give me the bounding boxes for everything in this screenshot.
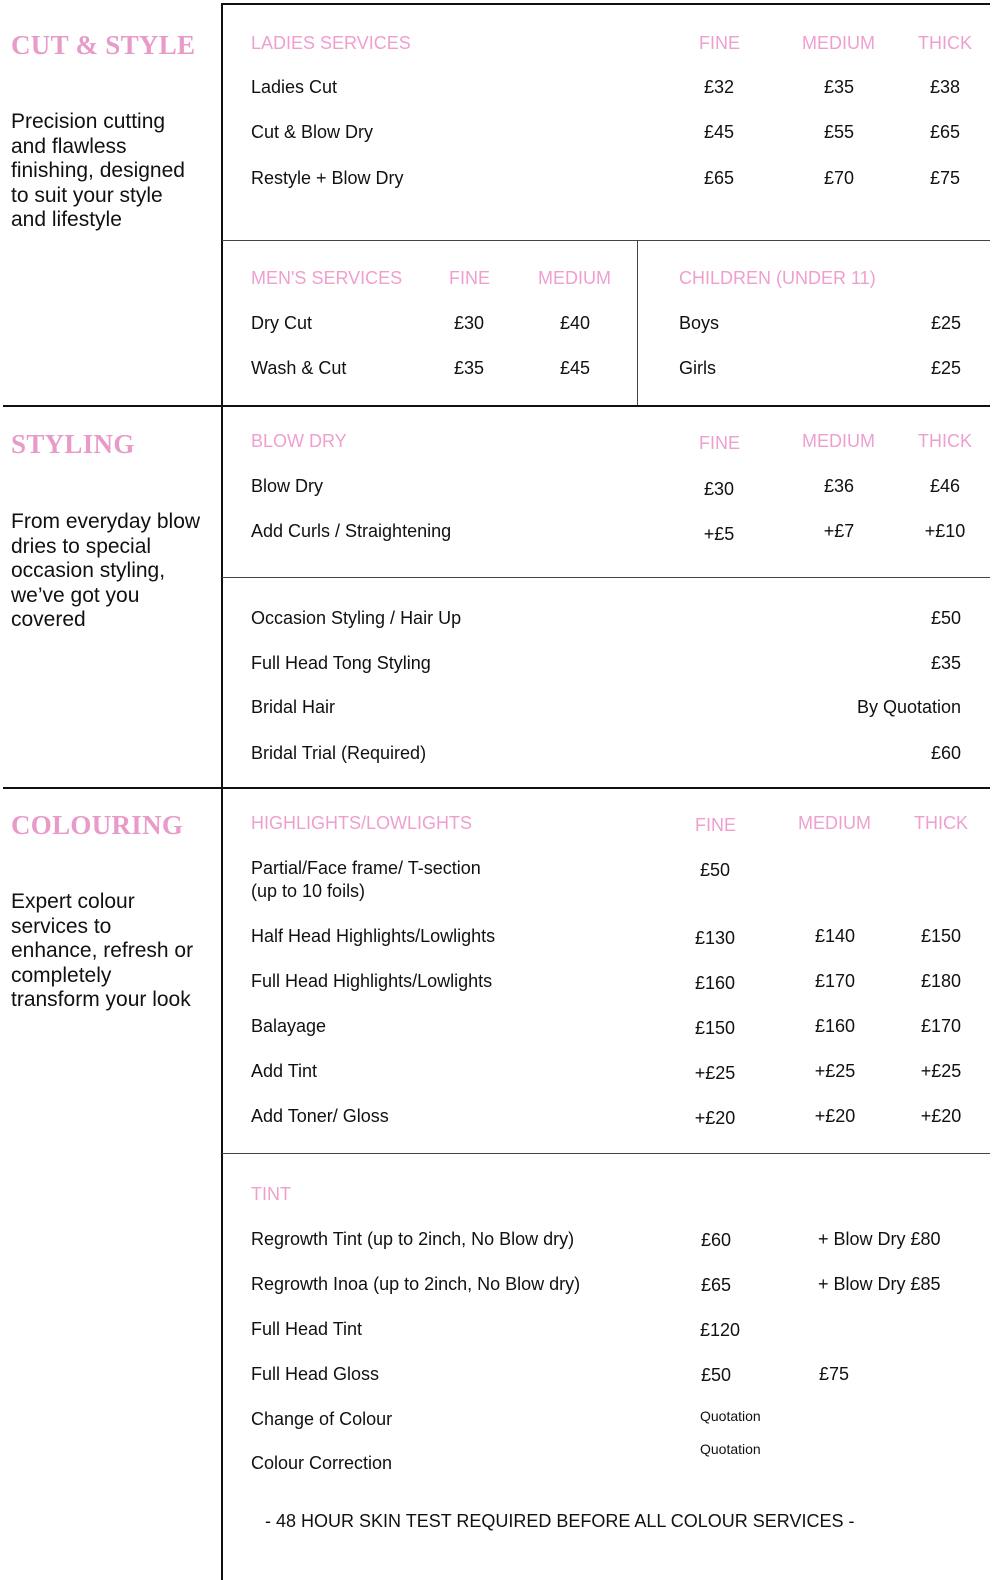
tint-item-name: Full Head Gloss: [251, 1364, 380, 1384]
styling-colouring-divider: [3, 787, 990, 789]
highlights-item-name: Balayage: [251, 1016, 327, 1036]
section-description-cut-style: Precision cutting and flawless finishing, designed to suit your style and lifestyle: [11, 110, 185, 232]
occasion-item-name: Full Head Tong Styling: [251, 653, 431, 673]
blowdry-price-medium: +£7: [823, 521, 855, 541]
ladies-item-name: Cut & Blow Dry: [251, 122, 374, 142]
highlights-col-medium: MEDIUM: [798, 813, 871, 833]
occasion-price: By Quotation: [856, 697, 961, 717]
children-item-name: Boys: [679, 313, 720, 333]
mens-heading: MEN'S SERVICES: [251, 268, 403, 288]
tint-price: £60: [700, 1230, 732, 1250]
blowdry-col-thick: THICK: [918, 431, 972, 451]
ladies-price-fine: £45: [703, 122, 735, 142]
tint-extra-price: £75: [818, 1364, 850, 1384]
mens-col-fine: FINE: [449, 268, 491, 288]
blowdry-price-fine: +£5: [703, 524, 735, 544]
highlights-item-name: Add Toner/ Gloss: [251, 1106, 389, 1126]
ladies-price-fine: £32: [703, 77, 735, 97]
highlights-price-thick: £180: [920, 971, 962, 991]
highlights-tint-divider: [222, 1153, 990, 1154]
tint-extra-price: + Blow Dry £80: [818, 1229, 941, 1249]
ladies-col-medium: MEDIUM: [802, 33, 875, 53]
blowdry-price-fine: £30: [703, 479, 735, 499]
top-border: [222, 3, 990, 5]
mens-price-medium: £40: [559, 313, 591, 333]
ladies-price-medium: £55: [823, 122, 855, 142]
mens-item-name: Wash & Cut: [251, 358, 347, 378]
tint-price: £50: [700, 1365, 732, 1385]
mens-price-medium: £45: [559, 358, 591, 378]
blowdry-price-medium: £36: [823, 476, 855, 496]
children-price: £25: [930, 358, 961, 378]
blowdry-heading: BLOW DRY: [251, 431, 347, 451]
children-item-name: Girls: [679, 358, 716, 378]
ladies-price-medium: £35: [823, 77, 855, 97]
highlights-price-fine: £130: [694, 928, 736, 948]
highlights-price-thick: £150: [920, 926, 962, 946]
ladies-heading: LADIES SERVICES: [251, 33, 411, 53]
skin-test-footnote: - 48 HOUR SKIN TEST REQUIRED BEFORE ALL COLOUR SERVICES -: [265, 1511, 855, 1531]
highlights-price-fine: +£20: [694, 1108, 736, 1128]
highlights-price-thick: +£25: [920, 1061, 962, 1081]
ladies-item-name: Ladies Cut: [251, 77, 338, 97]
blowdry-col-medium: MEDIUM: [802, 431, 875, 451]
highlights-price-medium: +£20: [814, 1106, 856, 1126]
highlights-item-name: Full Head Highlights/Lowlights: [251, 971, 493, 991]
ladies-col-thick: THICK: [918, 33, 972, 53]
blowdry-item-name: Blow Dry: [251, 476, 324, 496]
tint-price: £65: [700, 1275, 732, 1295]
occasion-item-name: Bridal Trial (Required): [251, 743, 427, 763]
highlights-price-medium: +£25: [814, 1061, 856, 1081]
tint-quotation: Quotation: [700, 1441, 761, 1457]
highlights-partial-name: Partial/Face frame/ T-section: [251, 858, 481, 878]
section-title-styling: STYLING: [11, 429, 135, 459]
tint-item-name: Colour Correction: [251, 1453, 393, 1473]
ladies-col-fine: FINE: [699, 33, 741, 53]
highlights-price-medium: £170: [814, 971, 856, 991]
occasion-price: £50: [930, 608, 961, 628]
occasion-item-name: Bridal Hair: [251, 697, 336, 717]
tint-heading: TINT: [251, 1184, 291, 1204]
ladies-price-medium: £70: [823, 168, 855, 188]
highlights-price-medium: £140: [814, 926, 856, 946]
ladies-price-thick: £38: [929, 77, 961, 97]
tint-item-name: Regrowth Tint (up to 2inch, No Blow dry): [251, 1229, 575, 1249]
blowdry-price-thick: £46: [929, 476, 961, 496]
highlights-item-name: Half Head Highlights/Lowlights: [251, 926, 496, 946]
ladies-price-fine: £65: [703, 168, 735, 188]
ladies-price-thick: £65: [929, 122, 961, 142]
section-title-cut-style: CUT & STYLE: [11, 30, 196, 60]
tint-price: £120: [700, 1320, 741, 1340]
children-price: £25: [930, 313, 961, 333]
children-heading: CHILDREN (UNDER 11): [679, 268, 876, 288]
highlights-partial-note: (up to 10 foils): [251, 881, 366, 901]
highlights-price-fine: £160: [694, 973, 736, 993]
tint-item-name: Full Head Tint: [251, 1319, 363, 1339]
blowdry-col-fine: FINE: [699, 433, 741, 453]
tint-quotation: Quotation: [700, 1408, 761, 1424]
section-description-styling: From everyday blow dries to special occasion styling, we’ve got you covered: [11, 510, 201, 632]
highlights-item-name: Add Tint: [251, 1061, 318, 1081]
tint-item-name: Change of Colour: [251, 1409, 393, 1429]
mens-col-medium: MEDIUM: [538, 268, 611, 288]
mens-price-fine: £35: [453, 358, 485, 378]
blowdry-occasion-divider: [222, 577, 990, 578]
blowdry-item-name: Add Curls / Straightening: [251, 521, 452, 541]
highlights-price-fine: £50: [699, 860, 731, 880]
cutstyle-styling-divider: [3, 405, 990, 407]
highlights-col-fine: FINE: [695, 815, 737, 835]
highlights-price-fine: £150: [694, 1018, 736, 1038]
occasion-price: £35: [930, 653, 961, 673]
blowdry-price-thick: +£10: [924, 521, 966, 541]
highlights-col-thick: THICK: [914, 813, 968, 833]
section-description-colouring: Expert colour services to enhance, refresh or completely transform your look: [11, 890, 194, 1012]
ladies-item-name: Restyle + Blow Dry: [251, 168, 404, 188]
highlights-price-medium: £160: [814, 1016, 856, 1036]
ladies-mens-divider: [222, 240, 990, 241]
occasion-price: £60: [930, 743, 961, 763]
highlights-heading: HIGHLIGHTS/LOWLIGHTS: [251, 813, 473, 833]
mens-item-name: Dry Cut: [251, 313, 313, 333]
tint-item-name: Regrowth Inoa (up to 2inch, No Blow dry): [251, 1274, 581, 1294]
highlights-price-fine: +£25: [694, 1063, 736, 1083]
tint-extra-price: + Blow Dry £85: [818, 1274, 941, 1294]
mens-children-divider: [637, 240, 638, 406]
highlights-price-thick: £170: [920, 1016, 962, 1036]
highlights-price-thick: +£20: [920, 1106, 962, 1126]
ladies-price-thick: £75: [929, 168, 961, 188]
mens-price-fine: £30: [453, 313, 485, 333]
occasion-item-name: Occasion Styling / Hair Up: [251, 608, 462, 628]
section-title-colouring: COLOURING: [11, 810, 184, 840]
